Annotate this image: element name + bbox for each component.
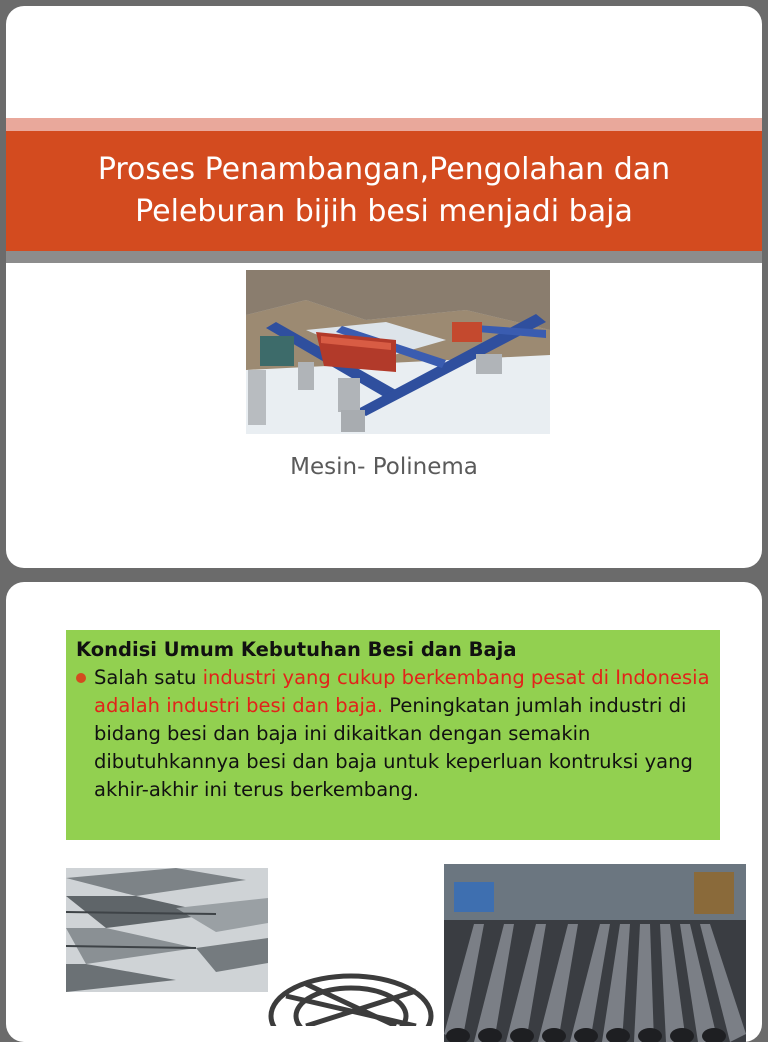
steel-beams-photo bbox=[66, 868, 268, 992]
box-heading: Kondisi Umum Kebutuhan Besi dan Baja bbox=[76, 638, 517, 661]
bullet-rest: Peningkatan jumlah industri di bidang besi dan baja ini dikaitkan dengan semakin dibutuhkannya besi dan baja untuk keperluan kontruksi yang akhir-akhir ini terus berkembang. bbox=[94, 694, 693, 801]
title-bottom-stripe bbox=[6, 251, 762, 263]
bullet-prefix: Salah satu bbox=[94, 666, 203, 689]
bullet-highlight: industri yang cukup berkembang pesat di Indonesia adalah industri besi dan baja. bbox=[94, 666, 710, 717]
slide-title-line-2: Peleburan bijih besi menjadi baja bbox=[135, 194, 633, 229]
bullet-dot-icon bbox=[76, 673, 86, 683]
title-band bbox=[6, 131, 762, 251]
content-slide bbox=[6, 582, 762, 1042]
rebar-cage-photo bbox=[246, 966, 456, 1026]
title-slide bbox=[6, 6, 762, 568]
title-top-stripe bbox=[6, 118, 762, 131]
info-box bbox=[66, 630, 720, 840]
bullet-item bbox=[76, 664, 710, 804]
slide-subtitle: Mesin- Polinema bbox=[290, 454, 478, 480]
steel-pipes-photo bbox=[444, 864, 746, 1042]
slide-title bbox=[98, 149, 670, 233]
mining-machine-photo bbox=[246, 270, 550, 434]
slide-title-line-1: Proses Penambangan,Pengolahan dan bbox=[97, 152, 671, 187]
